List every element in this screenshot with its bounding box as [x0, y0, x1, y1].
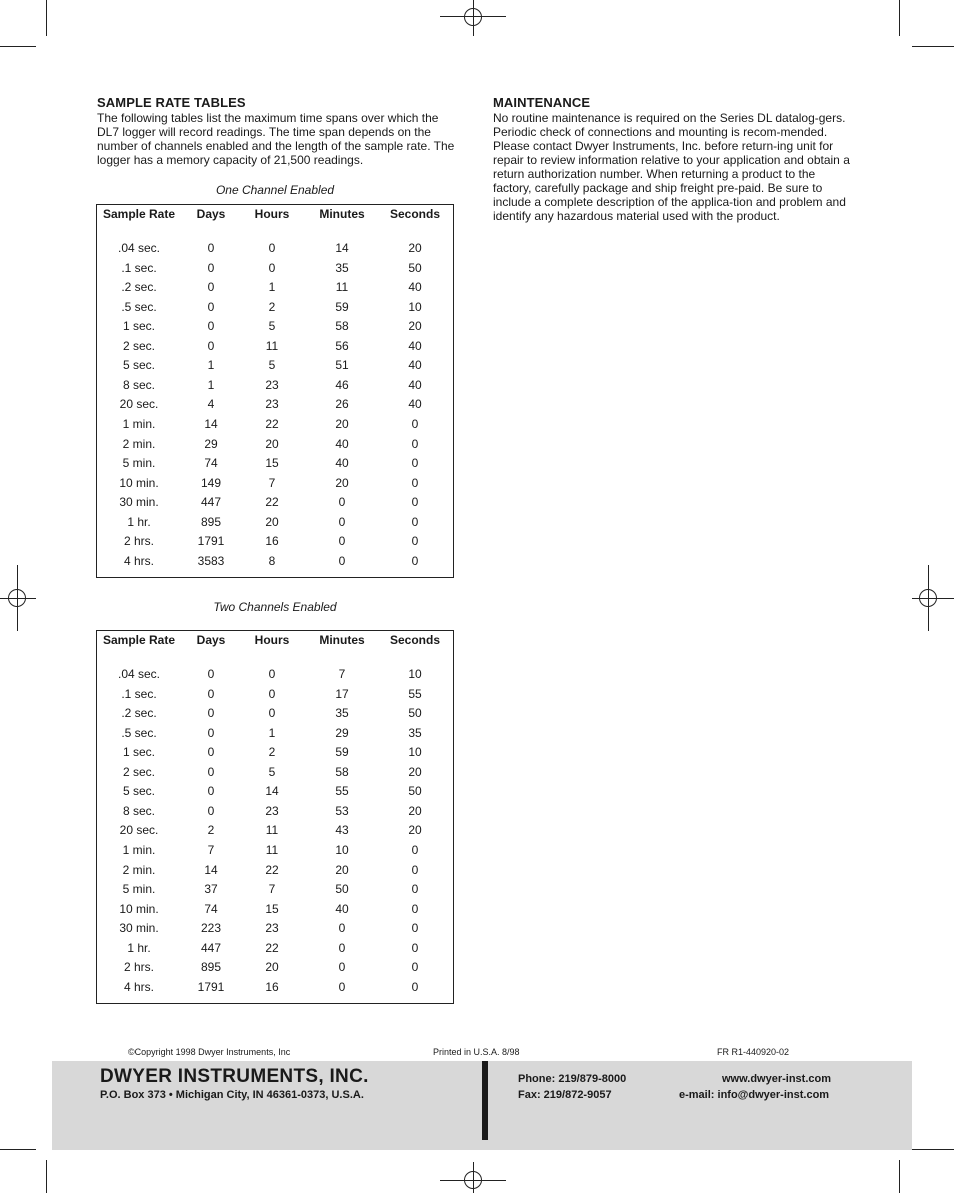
table-cell: 51 — [335, 358, 349, 373]
table-cell: 0 — [411, 514, 419, 529]
table-cell: 58 — [335, 764, 349, 779]
table-cell: 22 — [265, 862, 279, 877]
table-cell: 2 — [268, 745, 276, 760]
table-cell: 895 — [200, 514, 222, 529]
table-cell: 0 — [207, 338, 215, 353]
sample-rate-cell: 5 min. — [122, 882, 156, 897]
table-cell: 14 — [204, 416, 218, 431]
column-header: Seconds — [389, 633, 440, 647]
column-header: Sample Rate — [102, 207, 176, 221]
table-cell: 149 — [200, 475, 222, 490]
table-cell: 0 — [207, 667, 215, 681]
table-cell: 20 — [335, 862, 349, 877]
sample-rate-cell: 2 hrs. — [123, 534, 154, 549]
sample-rate-cell: .5 sec. — [121, 299, 157, 314]
sample-rate-cell: 1 hr. — [127, 940, 151, 955]
table-cell: 11 — [335, 280, 349, 295]
table-cell: 11 — [265, 842, 279, 857]
sample-rate-cell: 2 hrs. — [123, 960, 154, 975]
table-cell: 50 — [408, 260, 422, 275]
table-cell: 0 — [207, 725, 215, 740]
sample-rate-cell: 5 sec. — [122, 358, 155, 373]
table-cell: 0 — [411, 862, 419, 877]
table-cell: 0 — [268, 260, 276, 275]
table-cell: 50 — [335, 882, 349, 897]
table-cell: 1 — [268, 725, 276, 740]
table-cell: 0 — [411, 416, 419, 431]
table-cell: 14 — [204, 862, 218, 877]
table-cell: 15 — [265, 456, 279, 471]
table-cell: 0 — [207, 260, 215, 275]
table-cell: 14 — [265, 784, 279, 799]
table-cell: 0 — [207, 241, 215, 255]
table-cell: 1 — [207, 377, 215, 392]
table-cell: 0 — [338, 553, 346, 568]
sample-rate-cell: .2 sec. — [121, 706, 157, 721]
table-cell: 0 — [411, 940, 419, 955]
sample-rate-cell: 1 min. — [122, 416, 156, 431]
sample-rate-cell: 2 sec. — [122, 338, 155, 353]
table-cell: 0 — [411, 534, 419, 549]
table-cell: 20 — [335, 416, 349, 431]
maintenance-section — [493, 95, 853, 223]
table-cell: 23 — [265, 377, 279, 392]
sample-rate-cell: 30 min. — [119, 495, 159, 510]
column-header: Seconds — [389, 207, 440, 221]
table-cell: 40 — [408, 338, 422, 353]
table-cell: 7 — [207, 842, 215, 857]
table-cell: 7 — [268, 882, 276, 897]
table-cell: 0 — [411, 882, 419, 897]
sample-rate-title: SAMPLE RATE TABLES — [97, 95, 246, 110]
table-cell: 0 — [411, 475, 419, 490]
table-cell: 0 — [411, 921, 419, 936]
sample-rate-cell: 2 sec. — [122, 764, 155, 779]
printed-text: Printed in U.S.A. 8/98 — [433, 1047, 520, 1057]
table-cell: 22 — [265, 940, 279, 955]
table-cell: 16 — [265, 534, 279, 549]
table-cell: 20 — [265, 514, 279, 529]
table-cell: 20 — [265, 960, 279, 975]
column-header: Hours — [254, 633, 290, 647]
table-cell: 5 — [268, 319, 276, 334]
table-cell: 0 — [268, 686, 276, 701]
sample-rate-cell: 1 sec. — [122, 319, 155, 334]
table-cell: 223 — [200, 921, 222, 936]
sample-rate-cell: 1 sec. — [122, 745, 155, 760]
table-cell: 447 — [200, 495, 222, 510]
table-cell: 74 — [204, 456, 218, 471]
table-cell: 46 — [335, 377, 349, 392]
table-cell: 29 — [204, 436, 218, 451]
table-cell: 2 — [268, 299, 276, 314]
table-cell: 40 — [408, 280, 422, 295]
table-cell: 20 — [408, 803, 422, 818]
table-cell: 58 — [335, 319, 349, 334]
sample-rate-cell: .5 sec. — [121, 725, 157, 740]
table-cell: 2 — [207, 823, 215, 838]
table-cell: 20 — [265, 436, 279, 451]
table-cell: 5 — [268, 358, 276, 373]
one-channel-table — [96, 204, 454, 578]
table-cell: 14 — [335, 241, 349, 255]
sample-rate-cell: .04 sec. — [117, 667, 161, 681]
table-cell: 3583 — [197, 553, 225, 568]
sample-rate-section — [97, 95, 455, 167]
table-cell: 0 — [411, 842, 419, 857]
table-cell: 15 — [265, 901, 279, 916]
table-cell: 10 — [408, 299, 422, 314]
sample-rate-cell: 30 min. — [119, 921, 159, 936]
table-cell: 1 — [268, 280, 276, 295]
table-cell: 0 — [207, 803, 215, 818]
table-cell: 895 — [200, 960, 222, 975]
table-cell: 23 — [265, 803, 279, 818]
table-cell: 0 — [207, 299, 215, 314]
table-cell: 40 — [335, 456, 349, 471]
table-cell: 0 — [268, 241, 276, 255]
table-cell: 56 — [335, 338, 349, 353]
table-cell: 0 — [207, 784, 215, 799]
table-cell: 26 — [335, 397, 349, 412]
table-cell: 0 — [207, 764, 215, 779]
table-cell: 8 — [268, 553, 276, 568]
table-cell: 1791 — [197, 534, 225, 549]
table-cell: 23 — [265, 397, 279, 412]
column-header: Days — [196, 633, 226, 647]
table-cell: 11 — [265, 338, 279, 353]
table-cell: 55 — [408, 686, 422, 701]
table-cell: 0 — [207, 706, 215, 721]
table-cell: 0 — [411, 901, 419, 916]
table-cell: 20 — [408, 764, 422, 779]
table-cell: 59 — [335, 745, 349, 760]
table-cell: 0 — [338, 514, 346, 529]
table-cell: 0 — [338, 960, 346, 975]
table-cell: 55 — [335, 784, 349, 799]
table-cell: 0 — [338, 495, 346, 510]
fax-number: Fax: 219/872-9057 — [518, 1089, 612, 1101]
table-cell: 0 — [338, 534, 346, 549]
column-header: Hours — [254, 207, 290, 221]
sample-rate-cell: 20 sec. — [119, 823, 159, 838]
table-cell: 0 — [338, 979, 346, 994]
table-cell: 59 — [335, 299, 349, 314]
table-cell: 1 — [207, 358, 215, 373]
sample-rate-cell: 4 hrs. — [123, 553, 154, 568]
table-cell: 10 — [408, 667, 422, 681]
table-cell: 0 — [268, 706, 276, 721]
sample-rate-cell: 4 hrs. — [123, 979, 154, 994]
column-header: Sample Rate — [102, 633, 176, 647]
table-cell: 17 — [335, 686, 349, 701]
table-cell: 20 — [408, 241, 422, 255]
maintenance-description: No routine maintenance is required on the Series DL datalog-gers. Periodic check of connections and mounting is recom-mended. Please contact Dwyer Instruments, Inc. before return-ing unit for repair to review information relative to your application and obtain a return authorization number. When returning a product to the factory, carefully package and ship freight pre-paid. Be sure to include a complete description of the applica-tion and problem and identify any hazardous material used with the product. — [493, 111, 850, 223]
maintenance-title: MAINTENANCE — [493, 95, 591, 110]
company-address: P.O. Box 373 • Michigan City, IN 46361-0373, U.S.A. — [100, 1089, 364, 1101]
table-cell: 0 — [338, 921, 346, 936]
table-cell: 29 — [335, 725, 349, 740]
phone-number: Phone: 219/879-8000 — [518, 1073, 627, 1085]
sample-rate-cell: 5 min. — [122, 456, 156, 471]
sample-rate-cell: 10 min. — [119, 901, 159, 916]
table-cell: 35 — [335, 706, 349, 721]
table-cell: 5 — [268, 764, 276, 779]
sample-rate-cell: .2 sec. — [121, 280, 157, 295]
sample-rate-cell: 1 min. — [122, 842, 156, 857]
table-cell: 50 — [408, 706, 422, 721]
table-cell: 43 — [335, 823, 349, 838]
table-cell: 0 — [411, 553, 419, 568]
table-cell: 0 — [207, 686, 215, 701]
table-cell: 10 — [335, 842, 349, 857]
sample-rate-cell: 8 sec. — [122, 377, 155, 392]
table-cell: 447 — [200, 940, 222, 955]
email-link[interactable]: e-mail: info@dwyer-inst.com — [679, 1089, 830, 1101]
table-cell: 0 — [268, 667, 276, 681]
column-header: Minutes — [319, 207, 365, 221]
table-cell: 0 — [207, 745, 215, 760]
sample-rate-cell: 2 min. — [122, 862, 156, 877]
column-header: Days — [196, 207, 226, 221]
table-cell: 74 — [204, 901, 218, 916]
sample-rate-cell: 20 sec. — [119, 397, 159, 412]
table-cell: 50 — [408, 784, 422, 799]
table-cell: 0 — [338, 940, 346, 955]
table-cell: 7 — [268, 475, 276, 490]
column-header: Minutes — [319, 633, 365, 647]
table2-caption: Two Channels Enabled — [213, 600, 337, 614]
table-cell: 40 — [335, 436, 349, 451]
sample-rate-cell: 10 min. — [119, 475, 159, 490]
table-cell: 20 — [408, 319, 422, 334]
table-cell: 4 — [207, 397, 215, 412]
sample-rate-cell: .1 sec. — [121, 260, 157, 275]
sample-rate-cell: .04 sec. — [117, 241, 161, 255]
two-channels-table — [96, 630, 454, 1004]
table-cell: 0 — [411, 960, 419, 975]
table-cell: 10 — [408, 745, 422, 760]
table-cell: 22 — [265, 495, 279, 510]
table-cell: 23 — [265, 921, 279, 936]
table-cell: 0 — [411, 436, 419, 451]
sample-rate-cell: 1 hr. — [127, 514, 151, 529]
table-cell: 35 — [335, 260, 349, 275]
sample-rate-cell: .1 sec. — [121, 686, 157, 701]
table-cell: 1791 — [197, 979, 225, 994]
table-cell: 7 — [338, 667, 346, 681]
table-cell: 20 — [335, 475, 349, 490]
table-cell: 40 — [408, 358, 422, 373]
sample-rate-cell: 8 sec. — [122, 803, 155, 818]
website-link[interactable]: www.dwyer-inst.com — [722, 1073, 832, 1085]
table-cell: 40 — [335, 901, 349, 916]
table-cell: 20 — [408, 823, 422, 838]
company-name: DWYER INSTRUMENTS, INC. — [100, 1066, 369, 1087]
table-cell: 16 — [265, 979, 279, 994]
sample-rate-cell: 2 min. — [122, 436, 156, 451]
banner-divider — [482, 1061, 488, 1140]
table1-caption: One Channel Enabled — [215, 183, 335, 197]
table-cell: 0 — [411, 456, 419, 471]
table-cell: 35 — [408, 725, 422, 740]
table-cell: 40 — [408, 377, 422, 392]
sample-rate-cell: 5 sec. — [122, 784, 155, 799]
table-cell: 53 — [335, 803, 349, 818]
form-number: FR R1-440920-02 — [717, 1047, 790, 1057]
table-cell: 0 — [207, 319, 215, 334]
table-cell: 22 — [265, 416, 279, 431]
table-cell: 0 — [411, 495, 419, 510]
table-cell: 37 — [204, 882, 218, 897]
table-cell: 0 — [411, 979, 419, 994]
table-cell: 0 — [207, 280, 215, 295]
sample-rate-description: The following tables list the maximum time spans over which the DL7 logger will record readings. The time span depends on the number of channels enabled and the length of the sample rate. The logger has a memory capacity of 21,500 readings. — [97, 111, 455, 167]
table-cell: 11 — [265, 823, 279, 838]
table-cell: 40 — [408, 397, 422, 412]
copyright-text: ©Copyright 1998 Dwyer Instruments, Inc — [128, 1047, 291, 1057]
